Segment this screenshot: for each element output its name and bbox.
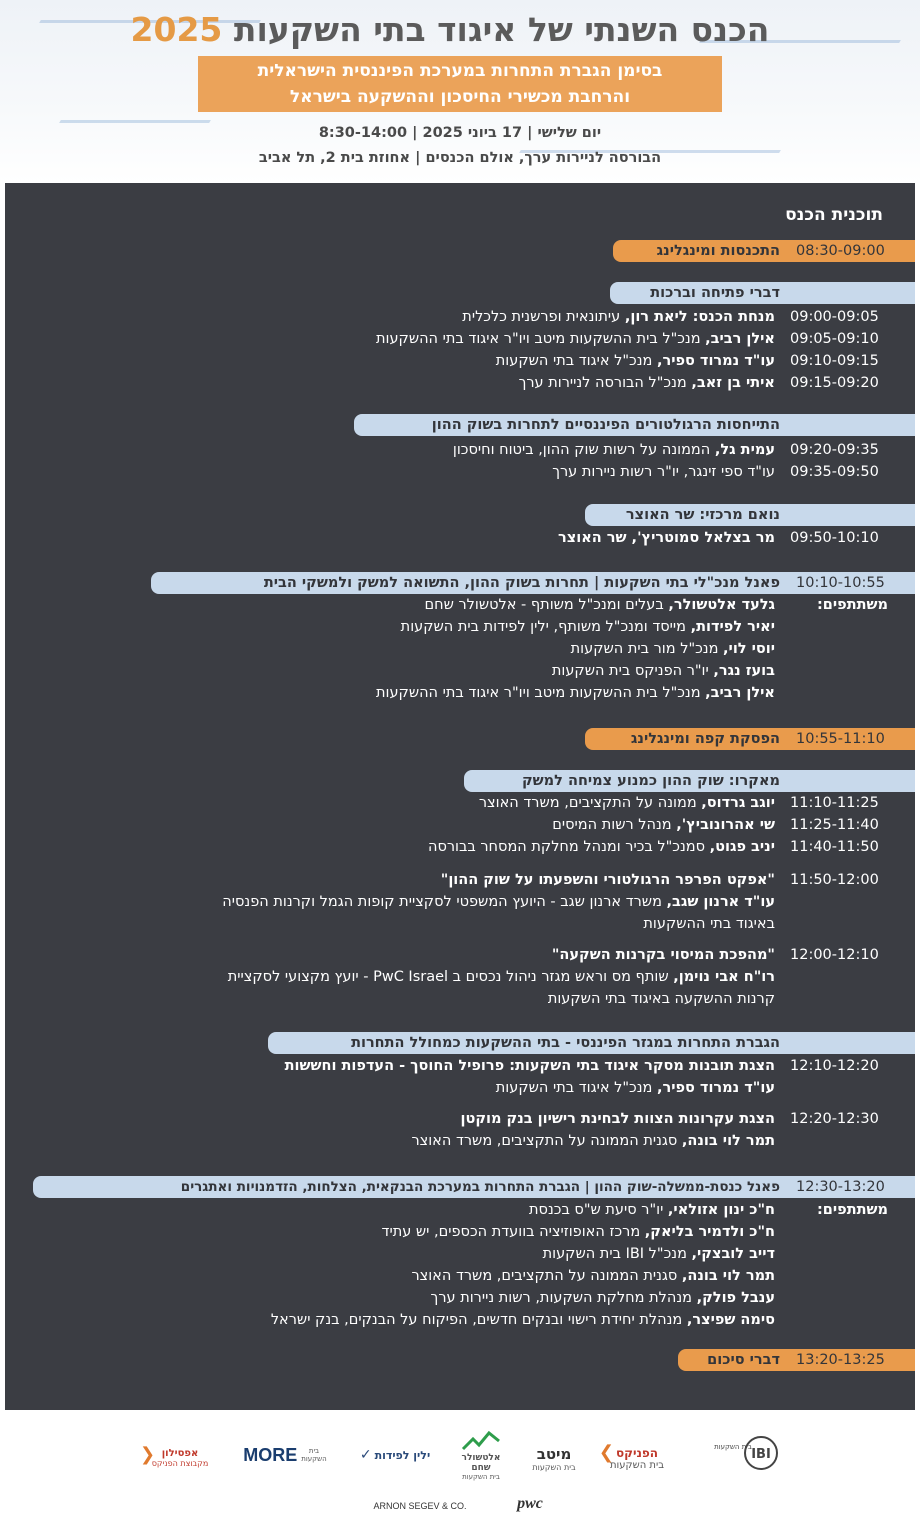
altshuler-leaf-icon (461, 1429, 501, 1453)
panelist (382, 1224, 775, 1240)
slot-speaker: עו"ד ספי זינגר, יו"ר רשות ניירות ערך (552, 464, 775, 480)
speaker-name: ענבל פולק, (696, 1290, 775, 1306)
header (0, 0, 920, 183)
phoenix-logo-text: הפניקס (615, 1445, 659, 1460)
participants-label: משתתפים: (817, 1202, 888, 1218)
slot-speaker (496, 1080, 775, 1096)
slot-time: 09:10-09:15 (790, 353, 879, 369)
phoenix-logo-sub: בית השקעות (609, 1459, 665, 1471)
slot-time: 11:25-11:40 (790, 817, 879, 833)
speaker-role: סגנית הממונה על התקציבים, משרד האוצר (411, 1133, 682, 1149)
session-title: מאקרו: שוק ההון כמנוע צמיחה למשק (464, 770, 790, 792)
speaker-name: דייב לובצקי, (691, 1246, 775, 1262)
speaker-name: אילן רביב, (705, 685, 775, 701)
speaker-role: יו"ר סיעת ש"ס בכנסת (529, 1202, 668, 1218)
phoenix-wing-icon: ❯ (598, 1442, 614, 1463)
session-title: התייחסות הרגולטורים הפיננסיים לתחרות בשוק ההון (354, 414, 790, 436)
speaker-role-cont: באיגוד בתי ההשקעות (643, 916, 775, 932)
epsilon-logo-text: אפסילון (161, 1448, 199, 1459)
ibi-logo-text: IBI (751, 1447, 771, 1462)
subtitle-banner (198, 56, 722, 112)
title-year: 2025 (130, 10, 223, 49)
speaker-role: מנכ"ל איגוד בתי השקעות (495, 353, 657, 369)
session-time-bar (790, 770, 915, 792)
epsilon-logo (140, 1440, 220, 1476)
epsilon-logo-sub: מקבוצת הפניקס (151, 1459, 209, 1468)
slot-speaker: מר בצלאל סמוטריץ', שר האוצר (558, 530, 775, 546)
speaker-name: גלעד אלטשולר, (668, 597, 775, 613)
panelist (571, 641, 775, 657)
speaker-role: מנכ"ל בית ההשקעות מיטב ויו"ר איגוד בתי ההשקעות (375, 331, 706, 347)
arnon-segev-logo-text: ARNON SEGEV & CO. (373, 1501, 467, 1511)
speaker-role: יו"ר הפניקס בית השקעות (551, 663, 714, 679)
speaker-name: יוגב גרדוס, (701, 795, 775, 811)
speaker-name: יוסי לוי, (723, 641, 775, 657)
speaker-name: עמית גל, (714, 442, 775, 458)
slot-time: 09:05-09:10 (790, 331, 879, 347)
yelin-logo (355, 1440, 435, 1470)
speaker-name: מנחת הכנס: ליאת רון, (624, 309, 775, 325)
speaker-role: מנכ"ל הבורסה לניירות ערך (518, 375, 692, 391)
slot-speaker (453, 442, 775, 458)
session-time: 13:20-13:25 (790, 1349, 915, 1371)
speaker-name: סימה שפיצר, (686, 1312, 775, 1328)
banner-line: בסימן הגברת התחרות במערכת הפיננסית הישראלית (257, 61, 663, 81)
slot-speaker (228, 969, 775, 985)
talk-title: "אפקט הפרפר הרגולטורי והשפעתו על שוק ההון" (440, 872, 775, 888)
meitav-logo (526, 1440, 582, 1476)
page-title (90, 10, 810, 49)
slot-speaker (552, 817, 775, 833)
sponsor-logos (0, 1410, 920, 1530)
session-time-bar (790, 504, 915, 526)
speaker-name: תמר לוי בונה, (681, 1268, 775, 1284)
pwc-logo (505, 1492, 555, 1516)
slot-speaker (519, 375, 775, 391)
ibi-logo (714, 1430, 784, 1476)
panelist (376, 685, 775, 701)
speaker-role: מנהלת מחלקת השקעות, רשות ניירות ערך (430, 1290, 697, 1306)
slot-speaker (428, 839, 775, 855)
panelist (431, 1290, 775, 1306)
session-title: נואם מרכזי: שר האוצר (585, 504, 790, 526)
yelin-mark-icon: ✓ (359, 1447, 372, 1463)
phoenix-logo (598, 1438, 672, 1478)
altshuler-logo-sub: בית השקעות (462, 1473, 500, 1481)
speaker-role: משרד ארנון שגב - היועץ המשפטי לסקציית קופות הגמל וקרנות הפנסיה (222, 894, 667, 910)
meitav-logo-sub: בית השקעות (532, 1462, 576, 1472)
session-title: התכנסות ומינגלינג (613, 240, 790, 262)
speaker-role: מנכ"ל בית ההשקעות מיטב ויו"ר איגוד בתי ההשקעות (375, 685, 706, 701)
session-title: פאנל מנכ"לי בתי השקעות | תחרות בשוק ההון, התשואה למשק ולמשקי הבית (151, 572, 790, 594)
session-time-bar (790, 414, 915, 436)
session-time: 08:30-09:00 (790, 240, 915, 262)
slot-time: 12:10-12:20 (790, 1058, 879, 1074)
session-time: 10:10-10:55 (790, 572, 915, 594)
speaker-role: עיתונאית ופרשנית כלכלית (462, 309, 625, 325)
speaker-name: ח"כ ינון אזולאי, (667, 1202, 775, 1218)
session-title: פאנל כנסת-ממשלה-שוק ההון | הגברת התחרות במערכת הבנקאית, הצלחות, הזדמנויות ואתגרים (33, 1176, 790, 1198)
participants-label: משתתפים: (817, 597, 888, 613)
panelist (529, 1202, 775, 1218)
speaker-role: בעלים ומנכ"ל משותף - אלטשולר שחם (424, 597, 669, 613)
ibi-logo-sub: בית השקעות (714, 1443, 752, 1451)
slot-time: 11:40-11:50 (790, 839, 879, 855)
speaker-name: תמר לוי בונה, (681, 1133, 775, 1149)
arnon-segev-logo (365, 1496, 475, 1516)
altshuler-logo (453, 1430, 509, 1480)
slot-time: 09:15-09:20 (790, 375, 879, 391)
session-time: 12:30-13:20 (790, 1176, 915, 1198)
speaker-name: שי אהרונוביץ', (676, 817, 775, 833)
altshuler-logo-text: אלטשולר שחם (461, 1453, 501, 1473)
session-title: הפסקת קפה ומינגלינג (585, 728, 790, 750)
more-logo-sub: בית השקעות (301, 1447, 327, 1463)
more-logo-text: MORE (243, 1444, 298, 1465)
ibi-logo-mark (714, 1433, 779, 1473)
speaker-role: מייסד ומנכ"ל משותף, ילין לפידות בית השקעות (400, 619, 691, 635)
speaker-role: מנהלת יחידת רישוי ובנקים חדשים, הפיקוח על הבנקים, בנק ישראל (270, 1312, 687, 1328)
speaker-role: מנכ"ל איגוד בתי השקעות (495, 1080, 657, 1096)
session-time-bar (790, 282, 915, 304)
session-title: דברי פתיחה וברכות (610, 282, 790, 304)
meitav-logo-text: מיטב (536, 1444, 572, 1463)
slot-time: 09:50-10:10 (790, 530, 879, 546)
program-panel (5, 183, 915, 1410)
speaker-role: שותף מס וראש מגזר ניהול נכסים ב PwC Israel - יועץ מקצועי לסקציית (227, 969, 674, 985)
session-title: דברי סיכום (678, 1349, 790, 1371)
venue-line: הבורסה לניירות ערך, אולם הכנסים | אחוזת בית 2, תל אביב (258, 150, 662, 166)
pwc-logo-text: pwc (517, 1495, 543, 1512)
panelist (411, 1268, 775, 1284)
talk-title: "מהפכת המיסוי בקרנות השקעה" (551, 947, 775, 963)
session-time-bar (790, 1032, 915, 1054)
speaker-name: יאיר לפידות, (690, 619, 775, 635)
epsilon-wing-icon: ❮ (140, 1444, 156, 1465)
panelist (543, 1246, 775, 1262)
slot-time: 11:10-11:25 (790, 795, 879, 811)
panelist (424, 597, 775, 613)
slot-time: 09:35-09:50 (790, 464, 879, 480)
date-line: יום שלישי | 17 ביוני 2025 | 8:30-14:00 (318, 125, 602, 141)
session-title: הגברת התחרות במגזר הפיננסי - בתי ההשקעות כמחולל התחרות (268, 1032, 790, 1054)
speaker-role: מרכז האופוזיציה בוועדת הכספים, יש עתיד (381, 1224, 645, 1240)
speaker-name: ח"כ ולדמיר בליאק, (644, 1224, 775, 1240)
talk-title: הצגת עקרונות הצוות לבחינת רישיון בנק מוקטן (460, 1111, 775, 1127)
talk-title: הצגת תובנות מסקר איגוד בתי השקעות: פרופיל החוסך - העדפות וחששות (284, 1058, 775, 1074)
slot-time: 09:20-09:35 (790, 442, 879, 458)
panelist (401, 619, 775, 635)
slot-speaker (462, 309, 775, 325)
yelin-logo-text: ילין לפידות (374, 1448, 431, 1462)
slot-time: 09:00-09:05 (790, 309, 879, 325)
slot-speaker (479, 795, 775, 811)
slot-speaker (376, 331, 775, 347)
banner-line: והרחבת מכשירי החיסכון וההשקעה בישראל (289, 87, 631, 107)
speaker-role: מנכ"ל IBI בית השקעות (542, 1246, 692, 1262)
slot-time: 11:50-12:00 (790, 872, 879, 888)
speaker-name: עו"ד ארנון שגב, (666, 894, 775, 910)
speaker-name: אילן רביב, (705, 331, 775, 347)
panelist (271, 1312, 775, 1328)
more-logo (245, 1440, 325, 1470)
session-time: 10:55-11:10 (790, 728, 915, 750)
title-text: הכנס השנתי של איגוד בתי השקעות (233, 10, 770, 49)
slot-time: 12:20-12:30 (790, 1111, 879, 1127)
speaker-name: איתי בן זאב, (691, 375, 775, 391)
speaker-name: בועז נגר, (713, 663, 775, 679)
slot-speaker (496, 353, 775, 369)
speaker-role-cont: קרנות ההשקעה באיגוד בתי השקעות (547, 991, 775, 1007)
slot-speaker (222, 894, 775, 910)
speaker-name: יניב פגוט, (709, 839, 775, 855)
speaker-role: ממונה על התקציבים, משרד האוצר (478, 795, 702, 811)
speaker-name: רו"ח אבי נוימן, (673, 969, 775, 985)
panelist (552, 663, 775, 679)
slot-speaker (411, 1133, 775, 1149)
speaker-role: סמנכ"ל בכיר ומנהל מחלקת המסחר בבורסה (427, 839, 710, 855)
speaker-role: מנהל רשות המיסים (552, 817, 677, 833)
slot-time: 12:00-12:10 (790, 947, 879, 963)
decor-streak (59, 120, 211, 123)
program-title: תוכנית הכנס (785, 205, 883, 225)
speaker-role: סגנית הממונה על התקציבים, משרד האוצר (411, 1268, 682, 1284)
speaker-role: הממונה על רשות שוק ההון, ביטוח וחיסכון (452, 442, 715, 458)
speaker-name: עו"ד נמרוד ספיר, (656, 1080, 775, 1096)
speaker-role: מנכ"ל מור בית השקעות (570, 641, 724, 657)
speaker-name: עו"ד נמרוד ספיר, (656, 353, 775, 369)
